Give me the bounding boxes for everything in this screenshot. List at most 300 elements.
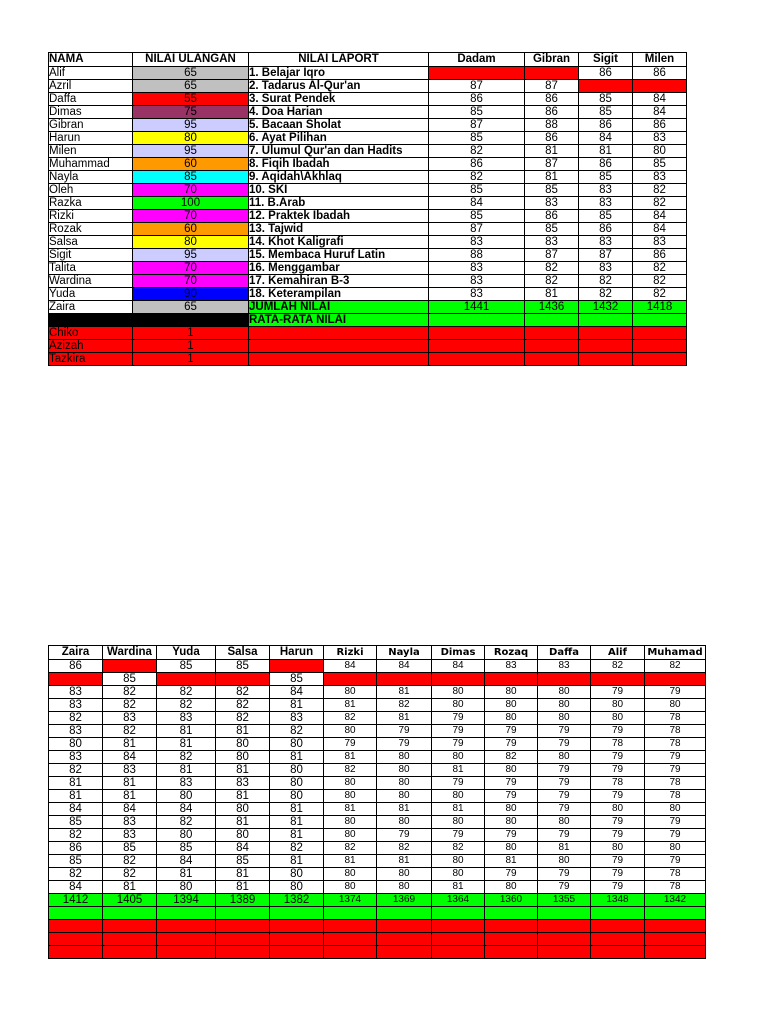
- score-cell: 79: [377, 829, 432, 842]
- blank-cell: [377, 946, 432, 959]
- score-table: [48, 645, 706, 959]
- blank-cell: [645, 907, 706, 920]
- subject-name: 9. Aqidah\Akhlaq: [249, 171, 429, 184]
- table-row: [49, 288, 687, 301]
- student-name: Zaira: [49, 301, 133, 314]
- blank-cell: [103, 920, 157, 933]
- subject-name: 13. Tajwid: [249, 223, 429, 236]
- score-cell: 80: [377, 751, 432, 764]
- score-cell: 80: [538, 712, 591, 725]
- header-muhamad: Muhamad: [645, 646, 706, 660]
- score-cell: 81: [525, 145, 579, 158]
- score-cell: 82: [633, 275, 687, 288]
- blank-cell: [538, 907, 591, 920]
- score-cell: 80: [324, 829, 377, 842]
- score-cell: 81: [377, 712, 432, 725]
- score-cell: 87: [525, 80, 579, 93]
- score-cell: 81: [324, 803, 377, 816]
- score-cell: 78: [591, 738, 645, 751]
- score-cell: [432, 673, 485, 686]
- header-nilai-ulangan: NILAI ULANGAN: [133, 53, 249, 67]
- student-name: Wardina: [49, 275, 133, 288]
- score-cell: 79: [485, 725, 538, 738]
- score-cell: 79: [538, 790, 591, 803]
- subject-name: 11. B.Arab: [249, 197, 429, 210]
- subject-name: 3. Surat Pendek: [249, 93, 429, 106]
- score-cell: 82: [324, 712, 377, 725]
- table-row: [49, 145, 687, 158]
- score-cell: 80: [270, 777, 324, 790]
- table-row: [49, 119, 687, 132]
- blank-cell: [270, 920, 324, 933]
- student-name: Alif: [49, 67, 133, 80]
- score-cell: 81: [525, 288, 579, 301]
- blank-cell: [324, 933, 377, 946]
- score-cell: 80: [216, 803, 270, 816]
- score-cell: 80: [591, 712, 645, 725]
- score-cell: 81: [432, 803, 485, 816]
- score-cell: 80: [324, 816, 377, 829]
- score-cell: 82: [103, 725, 157, 738]
- score-cell: 83: [429, 262, 525, 275]
- nilai-ulangan-cell: 80: [133, 132, 249, 145]
- blank-cell: [525, 353, 579, 366]
- score-cell: 81: [157, 868, 216, 881]
- score-cell: 82: [157, 699, 216, 712]
- blank-cell: [133, 314, 249, 327]
- table-row: [49, 868, 706, 881]
- blank-cell: [538, 946, 591, 959]
- blank-cell: [249, 327, 429, 340]
- score-cell: 80: [645, 699, 706, 712]
- score-cell: 82: [633, 288, 687, 301]
- blank-cell: [216, 920, 270, 933]
- header-salsa: Salsa: [216, 646, 270, 660]
- score-cell: 81: [270, 751, 324, 764]
- nilai-ulangan-cell: 85: [133, 171, 249, 184]
- score-cell: 86: [579, 119, 633, 132]
- score-cell: 80: [377, 764, 432, 777]
- header-harun: Harun: [270, 646, 324, 660]
- score-cell: 81: [49, 790, 103, 803]
- score-cell: 79: [538, 725, 591, 738]
- score-cell: 79: [485, 738, 538, 751]
- score-cell: 87: [429, 80, 525, 93]
- score-cell: 86: [579, 223, 633, 236]
- jumlah-nilai-cell: 1418: [633, 301, 687, 314]
- score-cell: [216, 673, 270, 686]
- table-row: [49, 262, 687, 275]
- blank-cell: [645, 920, 706, 933]
- subject-name: 18. Keterampilan: [249, 288, 429, 301]
- student-name: Milen: [49, 145, 133, 158]
- score-cell: 79: [645, 686, 706, 699]
- table-row: [49, 340, 687, 353]
- blank-cell: [103, 907, 157, 920]
- score-cell: 80: [216, 751, 270, 764]
- score-cell: 84: [633, 93, 687, 106]
- score-cell: 1369: [377, 894, 432, 907]
- score-cell: 80: [485, 764, 538, 777]
- table-row: [49, 881, 706, 894]
- score-cell: 83: [525, 236, 579, 249]
- table-row: [49, 764, 706, 777]
- score-cell: [324, 673, 377, 686]
- score-cell: 1348: [591, 894, 645, 907]
- score-cell: [157, 673, 216, 686]
- score-cell: 82: [103, 868, 157, 881]
- score-cell: 82: [429, 145, 525, 158]
- table-row: [49, 158, 687, 171]
- jumlah-nilai-cell: 1441: [429, 301, 525, 314]
- score-cell: 82: [525, 275, 579, 288]
- score-cell: 80: [538, 816, 591, 829]
- header-dimas: Dimas: [432, 646, 485, 660]
- score-cell: 85: [103, 842, 157, 855]
- score-cell: 79: [538, 881, 591, 894]
- nilai-ulangan-cell: 1: [133, 353, 249, 366]
- table-row: [49, 816, 706, 829]
- score-cell: 81: [525, 171, 579, 184]
- score-cell: 83: [579, 262, 633, 275]
- score-cell: 81: [432, 881, 485, 894]
- blank-cell: [157, 907, 216, 920]
- blank-cell: [429, 353, 525, 366]
- score-cell: 79: [591, 725, 645, 738]
- score-cell: 78: [645, 738, 706, 751]
- score-cell: 80: [538, 855, 591, 868]
- blank-cell: [216, 933, 270, 946]
- blank-cell: [49, 946, 103, 959]
- score-cell: 80: [485, 686, 538, 699]
- score-cell: 1342: [645, 894, 706, 907]
- score-cell: 85: [429, 132, 525, 145]
- score-cell: 84: [633, 223, 687, 236]
- blank-cell: [432, 933, 485, 946]
- header-row: [49, 646, 706, 660]
- score-cell: 80: [485, 803, 538, 816]
- student-name: Talita: [49, 262, 133, 275]
- blank-cell: [103, 946, 157, 959]
- score-cell: 81: [157, 738, 216, 751]
- score-cell: 78: [645, 725, 706, 738]
- score-cell: 81: [103, 738, 157, 751]
- blank-cell: [591, 933, 645, 946]
- blank-cell: [270, 907, 324, 920]
- score-cell: 80: [270, 738, 324, 751]
- score-cell: 80: [377, 790, 432, 803]
- score-cell: 82: [49, 764, 103, 777]
- score-cell: 80: [377, 881, 432, 894]
- score-cell: 79: [591, 816, 645, 829]
- blank-cell: [432, 907, 485, 920]
- student-name: Razka: [49, 197, 133, 210]
- score-cell: 86: [525, 210, 579, 223]
- score-cell: [270, 660, 324, 673]
- student-name: Chiko: [49, 327, 133, 340]
- score-cell: 79: [485, 790, 538, 803]
- subject-name: 12. Praktek Ibadah: [249, 210, 429, 223]
- score-cell: 1374: [324, 894, 377, 907]
- score-cell: 85: [579, 106, 633, 119]
- score-cell: 79: [432, 738, 485, 751]
- score-cell: 82: [49, 868, 103, 881]
- score-cell: 81: [216, 790, 270, 803]
- score-cell: 79: [591, 829, 645, 842]
- blank-cell: [432, 920, 485, 933]
- score-cell: 81: [579, 145, 633, 158]
- score-cell: 82: [645, 660, 706, 673]
- subject-name: 4. Doa Harian: [249, 106, 429, 119]
- score-cell: [103, 660, 157, 673]
- score-cell: 83: [103, 764, 157, 777]
- score-cell: 82: [216, 686, 270, 699]
- table-row: [49, 894, 706, 907]
- score-cell: 79: [538, 803, 591, 816]
- blank-cell: [324, 920, 377, 933]
- header-milen: Milen: [633, 53, 687, 67]
- subject-name: 2. Tadarus Al-Qur'an: [249, 80, 429, 93]
- rata-rata-label: RATA-RATA NILAI: [249, 314, 429, 327]
- nilai-ulangan-cell: 65: [133, 67, 249, 80]
- nilai-ulangan-cell: 80: [133, 236, 249, 249]
- score-cell: 83: [157, 712, 216, 725]
- jumlah-nilai-cell: 1436: [525, 301, 579, 314]
- score-cell: 80: [432, 751, 485, 764]
- score-cell: 86: [525, 93, 579, 106]
- blank-cell: [591, 907, 645, 920]
- score-cell: [377, 673, 432, 686]
- nilai-ulangan-cell: 70: [133, 184, 249, 197]
- score-cell: 79: [645, 751, 706, 764]
- score-cell: 81: [216, 725, 270, 738]
- score-cell: 79: [432, 712, 485, 725]
- nilai-ulangan-cell: 95: [133, 249, 249, 262]
- student-name: Azril: [49, 80, 133, 93]
- nilai-ulangan-cell: 60: [133, 158, 249, 171]
- score-cell: 80: [324, 725, 377, 738]
- rata-rata-cell: [633, 314, 687, 327]
- score-cell: 83: [157, 777, 216, 790]
- score-cell: 83: [538, 660, 591, 673]
- score-cell: 85: [525, 184, 579, 197]
- score-cell: 78: [645, 881, 706, 894]
- score-cell: 79: [591, 881, 645, 894]
- score-cell: 86: [525, 106, 579, 119]
- student-name: Harun: [49, 132, 133, 145]
- blank-cell: [377, 920, 432, 933]
- score-cell: 83: [633, 171, 687, 184]
- blank-cell: [49, 314, 133, 327]
- score-cell: 80: [216, 829, 270, 842]
- score-cell: 83: [579, 236, 633, 249]
- score-cell: 80: [432, 790, 485, 803]
- blank-cell: [429, 327, 525, 340]
- score-cell: 82: [377, 699, 432, 712]
- blank-cell: [645, 946, 706, 959]
- score-cell: 79: [377, 725, 432, 738]
- score-cell: 80: [270, 868, 324, 881]
- score-cell: 79: [645, 764, 706, 777]
- header-wardina: Wardina: [103, 646, 157, 660]
- nilai-ulangan-cell: 90: [133, 288, 249, 301]
- score-cell: 82: [270, 725, 324, 738]
- blank-cell: [485, 920, 538, 933]
- table-row: [49, 210, 687, 223]
- header-nilai-laport: NILAI LAPORT: [249, 53, 429, 67]
- score-cell: 79: [538, 764, 591, 777]
- score-cell: 1394: [157, 894, 216, 907]
- blank-cell: [270, 933, 324, 946]
- score-cell: 83: [485, 660, 538, 673]
- subject-name: 8. Fiqih Ibadah: [249, 158, 429, 171]
- score-cell: 81: [270, 855, 324, 868]
- rata-rata-row: [49, 314, 687, 327]
- score-cell: 86: [49, 842, 103, 855]
- score-cell: 80: [432, 868, 485, 881]
- student-name: Azizah: [49, 340, 133, 353]
- score-cell: 82: [429, 171, 525, 184]
- student-name: Rozak: [49, 223, 133, 236]
- score-cell: 82: [49, 712, 103, 725]
- score-cell: 80: [324, 777, 377, 790]
- blank-cell: [579, 340, 633, 353]
- score-cell: 83: [579, 184, 633, 197]
- score-cell: 78: [645, 790, 706, 803]
- score-cell: 80: [591, 842, 645, 855]
- subject-name: 14. Khot Kaligrafi: [249, 236, 429, 249]
- score-cell: 84: [633, 106, 687, 119]
- blank-row: [49, 946, 706, 959]
- rata-rata-cell: [579, 314, 633, 327]
- score-cell: 86: [429, 93, 525, 106]
- score-cell: 82: [633, 184, 687, 197]
- score-cell: 1389: [216, 894, 270, 907]
- score-cell: 84: [216, 842, 270, 855]
- blank-cell: [49, 933, 103, 946]
- score-cell: 80: [324, 686, 377, 699]
- score-cell: 79: [591, 751, 645, 764]
- score-cell: 84: [579, 132, 633, 145]
- score-cell: 83: [579, 197, 633, 210]
- score-cell: 86: [525, 132, 579, 145]
- table-row: [49, 223, 687, 236]
- score-cell: 81: [270, 803, 324, 816]
- score-cell: 85: [429, 106, 525, 119]
- score-cell: 82: [157, 751, 216, 764]
- blank-cell: [538, 933, 591, 946]
- score-cell: 80: [432, 855, 485, 868]
- score-cell: 83: [49, 686, 103, 699]
- table-row: [49, 790, 706, 803]
- score-cell: 85: [216, 660, 270, 673]
- score-cell: 79: [538, 777, 591, 790]
- score-cell: 82: [579, 275, 633, 288]
- table-row: [49, 171, 687, 184]
- score-cell: 88: [429, 249, 525, 262]
- score-cell: 84: [49, 881, 103, 894]
- header-zaira: Zaira: [49, 646, 103, 660]
- score-cell: 80: [270, 881, 324, 894]
- nilai-ulangan-cell: 65: [133, 301, 249, 314]
- score-cell: 85: [579, 210, 633, 223]
- score-cell: 80: [485, 712, 538, 725]
- score-cell: 79: [591, 764, 645, 777]
- score-cell: 82: [432, 842, 485, 855]
- subject-name: 7. Ulumul Qur'an dan Hadits: [249, 145, 429, 158]
- score-cell: 79: [591, 855, 645, 868]
- score-cell: 81: [432, 764, 485, 777]
- student-name: Oleh: [49, 184, 133, 197]
- student-name: Rizki: [49, 210, 133, 223]
- score-cell: 1412: [49, 894, 103, 907]
- student-name: Yuda: [49, 288, 133, 301]
- score-cell: 84: [157, 855, 216, 868]
- blank-cell: [579, 327, 633, 340]
- table-row: [49, 673, 706, 686]
- score-cell: 80: [270, 790, 324, 803]
- blank-row: [49, 920, 706, 933]
- subject-name: 16. Menggambar: [249, 262, 429, 275]
- score-cell: 79: [591, 868, 645, 881]
- score-cell: 82: [591, 660, 645, 673]
- score-cell: 84: [103, 803, 157, 816]
- score-cell: 81: [270, 829, 324, 842]
- score-cell: 80: [485, 816, 538, 829]
- score-cell: 83: [429, 275, 525, 288]
- score-cell: 86: [633, 67, 687, 80]
- score-cell: 84: [49, 803, 103, 816]
- rata-rata-cell: [525, 314, 579, 327]
- score-cell: 78: [591, 777, 645, 790]
- score-cell: 82: [103, 686, 157, 699]
- score-cell: 80: [485, 881, 538, 894]
- blank-cell: [216, 946, 270, 959]
- score-cell: 81: [216, 764, 270, 777]
- score-cell: 80: [538, 686, 591, 699]
- table-row: [49, 80, 687, 93]
- blank-cell: [591, 946, 645, 959]
- score-cell: [525, 67, 579, 80]
- score-cell: 83: [49, 699, 103, 712]
- score-cell: 84: [429, 197, 525, 210]
- score-cell: 83: [270, 712, 324, 725]
- header-gibran: Gibran: [525, 53, 579, 67]
- score-cell: 80: [432, 686, 485, 699]
- score-cell: 79: [645, 855, 706, 868]
- table-row: [49, 236, 687, 249]
- blank-cell: [49, 907, 103, 920]
- score-cell: [485, 673, 538, 686]
- score-cell: 79: [538, 829, 591, 842]
- score-cell: 81: [216, 816, 270, 829]
- student-name: Sigit: [49, 249, 133, 262]
- score-cell: 82: [525, 262, 579, 275]
- blank-cell: [157, 920, 216, 933]
- table-row: [49, 725, 706, 738]
- score-cell: [633, 80, 687, 93]
- score-cell: 79: [432, 829, 485, 842]
- blank-cell: [216, 907, 270, 920]
- header-dadam: Dadam: [429, 53, 525, 67]
- score-cell: 78: [645, 868, 706, 881]
- blank-cell: [591, 920, 645, 933]
- blank-cell: [377, 907, 432, 920]
- score-cell: 83: [429, 288, 525, 301]
- score-cell: 85: [103, 673, 157, 686]
- table-row: [49, 699, 706, 712]
- subject-name: 1. Belajar Iqro: [249, 67, 429, 80]
